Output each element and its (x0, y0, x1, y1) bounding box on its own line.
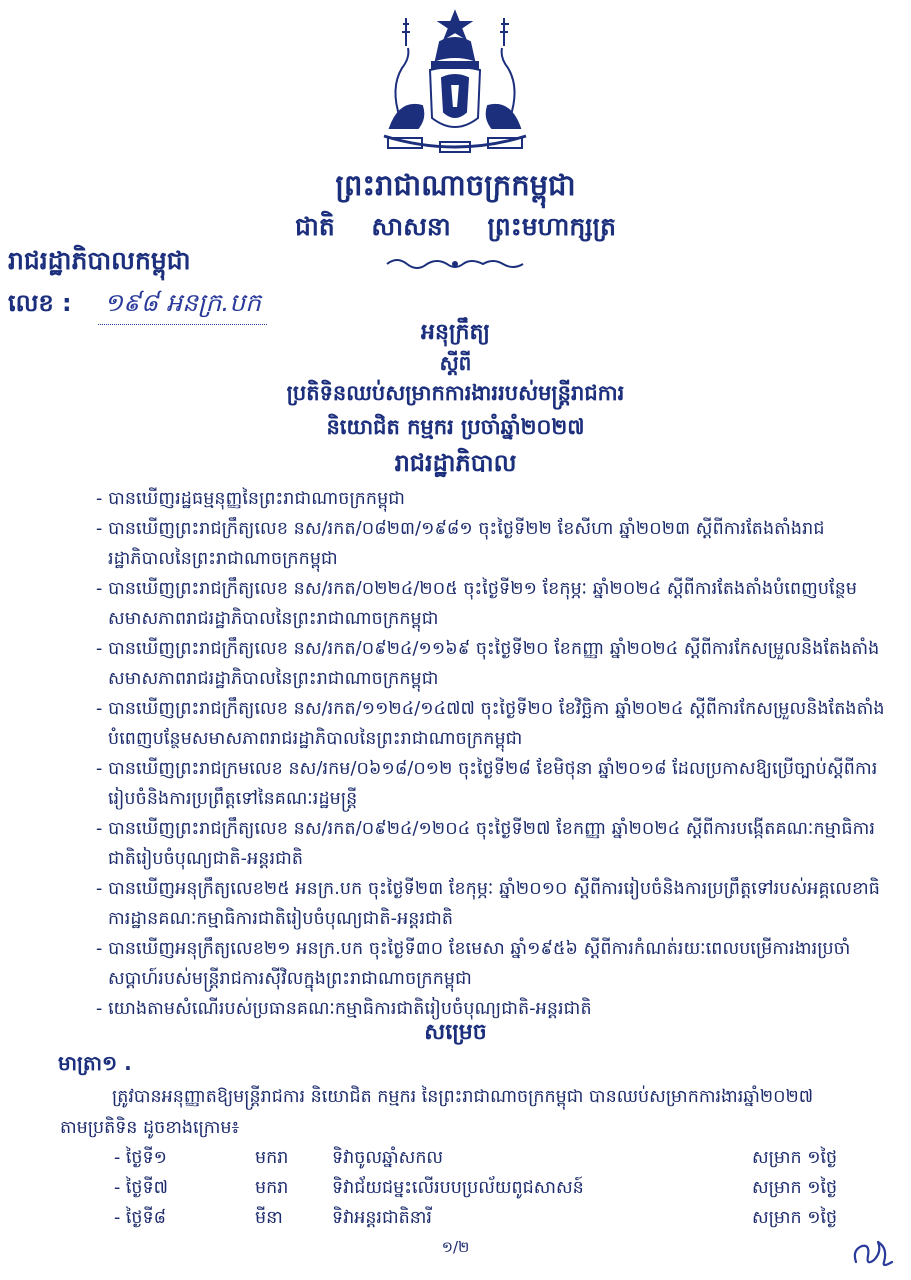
holiday-day: - ថ្ងៃទី១ (114, 1148, 167, 1168)
document-type: អនុក្រឹត្យ (421, 320, 490, 345)
preamble-clause: - បានឃើញព្រះរាជក្រមលេខ នស/រកម/០៦១៨/០១២ ចុះថ្ងៃទី២៨ ខែមិថុនា ឆ្នាំ២០១៨ ដែលប្រកាសឱ្យប្រើច្បាប់ស្តីពីការរៀបចំនិងការប្រព្រឹត្តទៅនៃគណៈរដ្ឋមន្ត្រី (96, 759, 878, 809)
preamble-clause: - បានឃើញអនុក្រឹត្យលេខ២១ អនក្រ.បក ចុះថ្ងៃទី៣០ ខែមេសា ឆ្នាំ១៩៥៦ ស្តីពីការកំណត់រយៈពេលបម្រើការងារប្រចាំសប្តាហ៍របស់មន្ត្រីរាជការស៊ីវិលក្នុងព្រះរាជាណាចក្រកម្ពុជា (96, 939, 851, 989)
holiday-duration: សម្រាក ១ថ្ងៃ (752, 1148, 838, 1168)
preamble-clause: - បានឃើញព្រះរាជក្រឹត្យលេខ នស/រកត/០៩២៤/១២០៤ ចុះថ្ងៃទី២៧ ខែកញ្ញា ឆ្នាំ២០២៤ ស្តីពីការបង្កើតគណៈកម្មាធិការជាតិរៀបចំបុណ្យជាតិ-អន្តរជាតិ (96, 819, 876, 869)
issuing-authority: រាជរដ្ឋាភិបាល (394, 449, 517, 477)
article-1-text-line-1: ត្រូវបានអនុញ្ញាតឱ្យមន្ត្រីរាជការ និយោជិត កម្មករ នៃព្រះរាជាណាចក្រកម្ពុជា បានឈប់សម្រាកការងារឆ្នាំ២០២៧ (112, 1087, 814, 1107)
document-subject-line-2: និយោជិត កម្មករ ប្រចាំឆ្នាំ២០២៧ (326, 415, 585, 439)
holiday-month: មីនា (255, 1208, 283, 1228)
preamble-clause: - បានឃើញព្រះរាជក្រឹត្យលេខ នស/រកត/០២២៤/២០៥ ចុះថ្ងៃទី២១ ខែកុម្ភៈ ឆ្នាំ២០២៤ ស្តីពីការតែងតាំងបំពេញបន្ថែមសមាសភាពរាជរដ្ឋាភិបាលនៃព្រះរាជាណាចក្រកម្ពុជា (96, 579, 858, 629)
document-number-label: លេខ : (8, 289, 72, 317)
article-1-heading: មាត្រា១ . (58, 1051, 132, 1075)
preamble-clause: - បានឃើញព្រះរាជក្រឹត្យលេខ នស/រកត/១១២៤/១៤៧៧ ចុះថ្ងៃទី២០ ខែវិច្ឆិកា ឆ្នាំ២០២៤ ស្តីពីការកែសម្រួលនិងតែងតាំងបំពេញបន្ថែមសមាសភាពរាជរដ្ឋាភិបាលនៃព្រះរាជាណាចក្រកម្ពុជា (96, 699, 885, 749)
kingdom-name: ព្រះរាជាណាចក្រកម្ពុជា (335, 168, 576, 202)
preamble-clause: - បានឃើញអនុក្រឹត្យលេខ២៥ អនក្រ.បក ចុះថ្ងៃទី២៣ ខែកុម្ភៈ ឆ្នាំ២០១០ ស្តីពីការរៀបចំនិងការប្រព្រឹត្តទៅរបស់អគ្គលេខាធិការដ្ឋានគណៈកម្មាធិការជាតិរៀបចំបុណ្យជាតិ-អន្តរជាតិ (96, 879, 880, 929)
holiday-duration: សម្រាក ១ថ្ងៃ (752, 1178, 838, 1198)
royal-coat-of-arms-emblem (370, 8, 540, 158)
preamble-clause: - បានឃើញរដ្ឋធម្មនុញ្ញនៃព្រះរាជាណាចក្រកម្ពុជា (96, 489, 406, 509)
national-motto: ជាតិ សាសនា ព្រះមហាក្សត្រ (295, 212, 616, 241)
holiday-name: ទិវាជ័យជម្នះលើរបបប្រល័យពូជសាសន៍ (332, 1178, 584, 1198)
holiday-month: មករា (255, 1178, 289, 1198)
holiday-month: មករា (255, 1148, 289, 1168)
page-number: ១/២ (441, 1238, 470, 1256)
preamble-clause: - បានឃើញព្រះរាជក្រឹត្យលេខ នស/រកត/០៩២៤/១១៦៩ ចុះថ្ងៃទី២០ ខែកញ្ញា ឆ្នាំ២០២៤ ស្តីពីការកែសម្រួលនិងតែងតាំងសមាសភាពរាជរដ្ឋាភិបាលនៃព្រះរាជាណាចក្រកម្ពុជា (96, 639, 880, 689)
holiday-row (0, 1176, 911, 1204)
holiday-row (0, 1146, 911, 1174)
handwritten-initials-signature (848, 1232, 898, 1272)
holiday-duration: សម្រាក ១ថ្ងៃ (752, 1208, 838, 1228)
holiday-name: ទិវាចូលឆ្នាំសកល (332, 1148, 444, 1168)
holiday-day: - ថ្ងៃទី៧ (114, 1178, 169, 1198)
preamble-clauses (96, 484, 891, 1024)
document-number-handwritten: ១៩៨ អនក្រ.បក (98, 288, 267, 325)
document-subject-line-1: ប្រតិទិនឈប់សម្រាកការងាររបស់មន្ត្រីរាជការ (286, 381, 625, 405)
holiday-name: ទិវាអន្តរជាតិនារី (332, 1208, 432, 1228)
preamble-clause: - បានឃើញព្រះរាជក្រឹត្យលេខ នស/រកត/០៨២៣/១៩៨១ ចុះថ្ងៃទី២២ ខែសីហា ឆ្នាំ២០២៣ ស្តីពីការតែងតាំងរាជរដ្ឋាភិបាលនៃព្រះរាជាណាចក្រកម្ពុជា (96, 519, 825, 569)
holiday-row (0, 1206, 911, 1234)
decision-heading: សម្រេច (424, 1020, 487, 1045)
document-about: ស្តីពី (439, 351, 472, 375)
decorative-flourish (385, 254, 525, 274)
preamble-clause: - យោងតាមសំណើរបស់ប្រធានគណៈកម្មាធិការជាតិរៀបចំបុណ្យជាតិ-អន្តរជាតិ (96, 999, 592, 1019)
government-name: រាជរដ្ឋាភិបាលកម្ពុជា (8, 246, 191, 275)
holiday-day: - ថ្ងៃទី៨ (114, 1208, 167, 1228)
article-1-text-line-2: តាមប្រតិទិន ដូចខាងក្រោម៖ (60, 1118, 240, 1138)
